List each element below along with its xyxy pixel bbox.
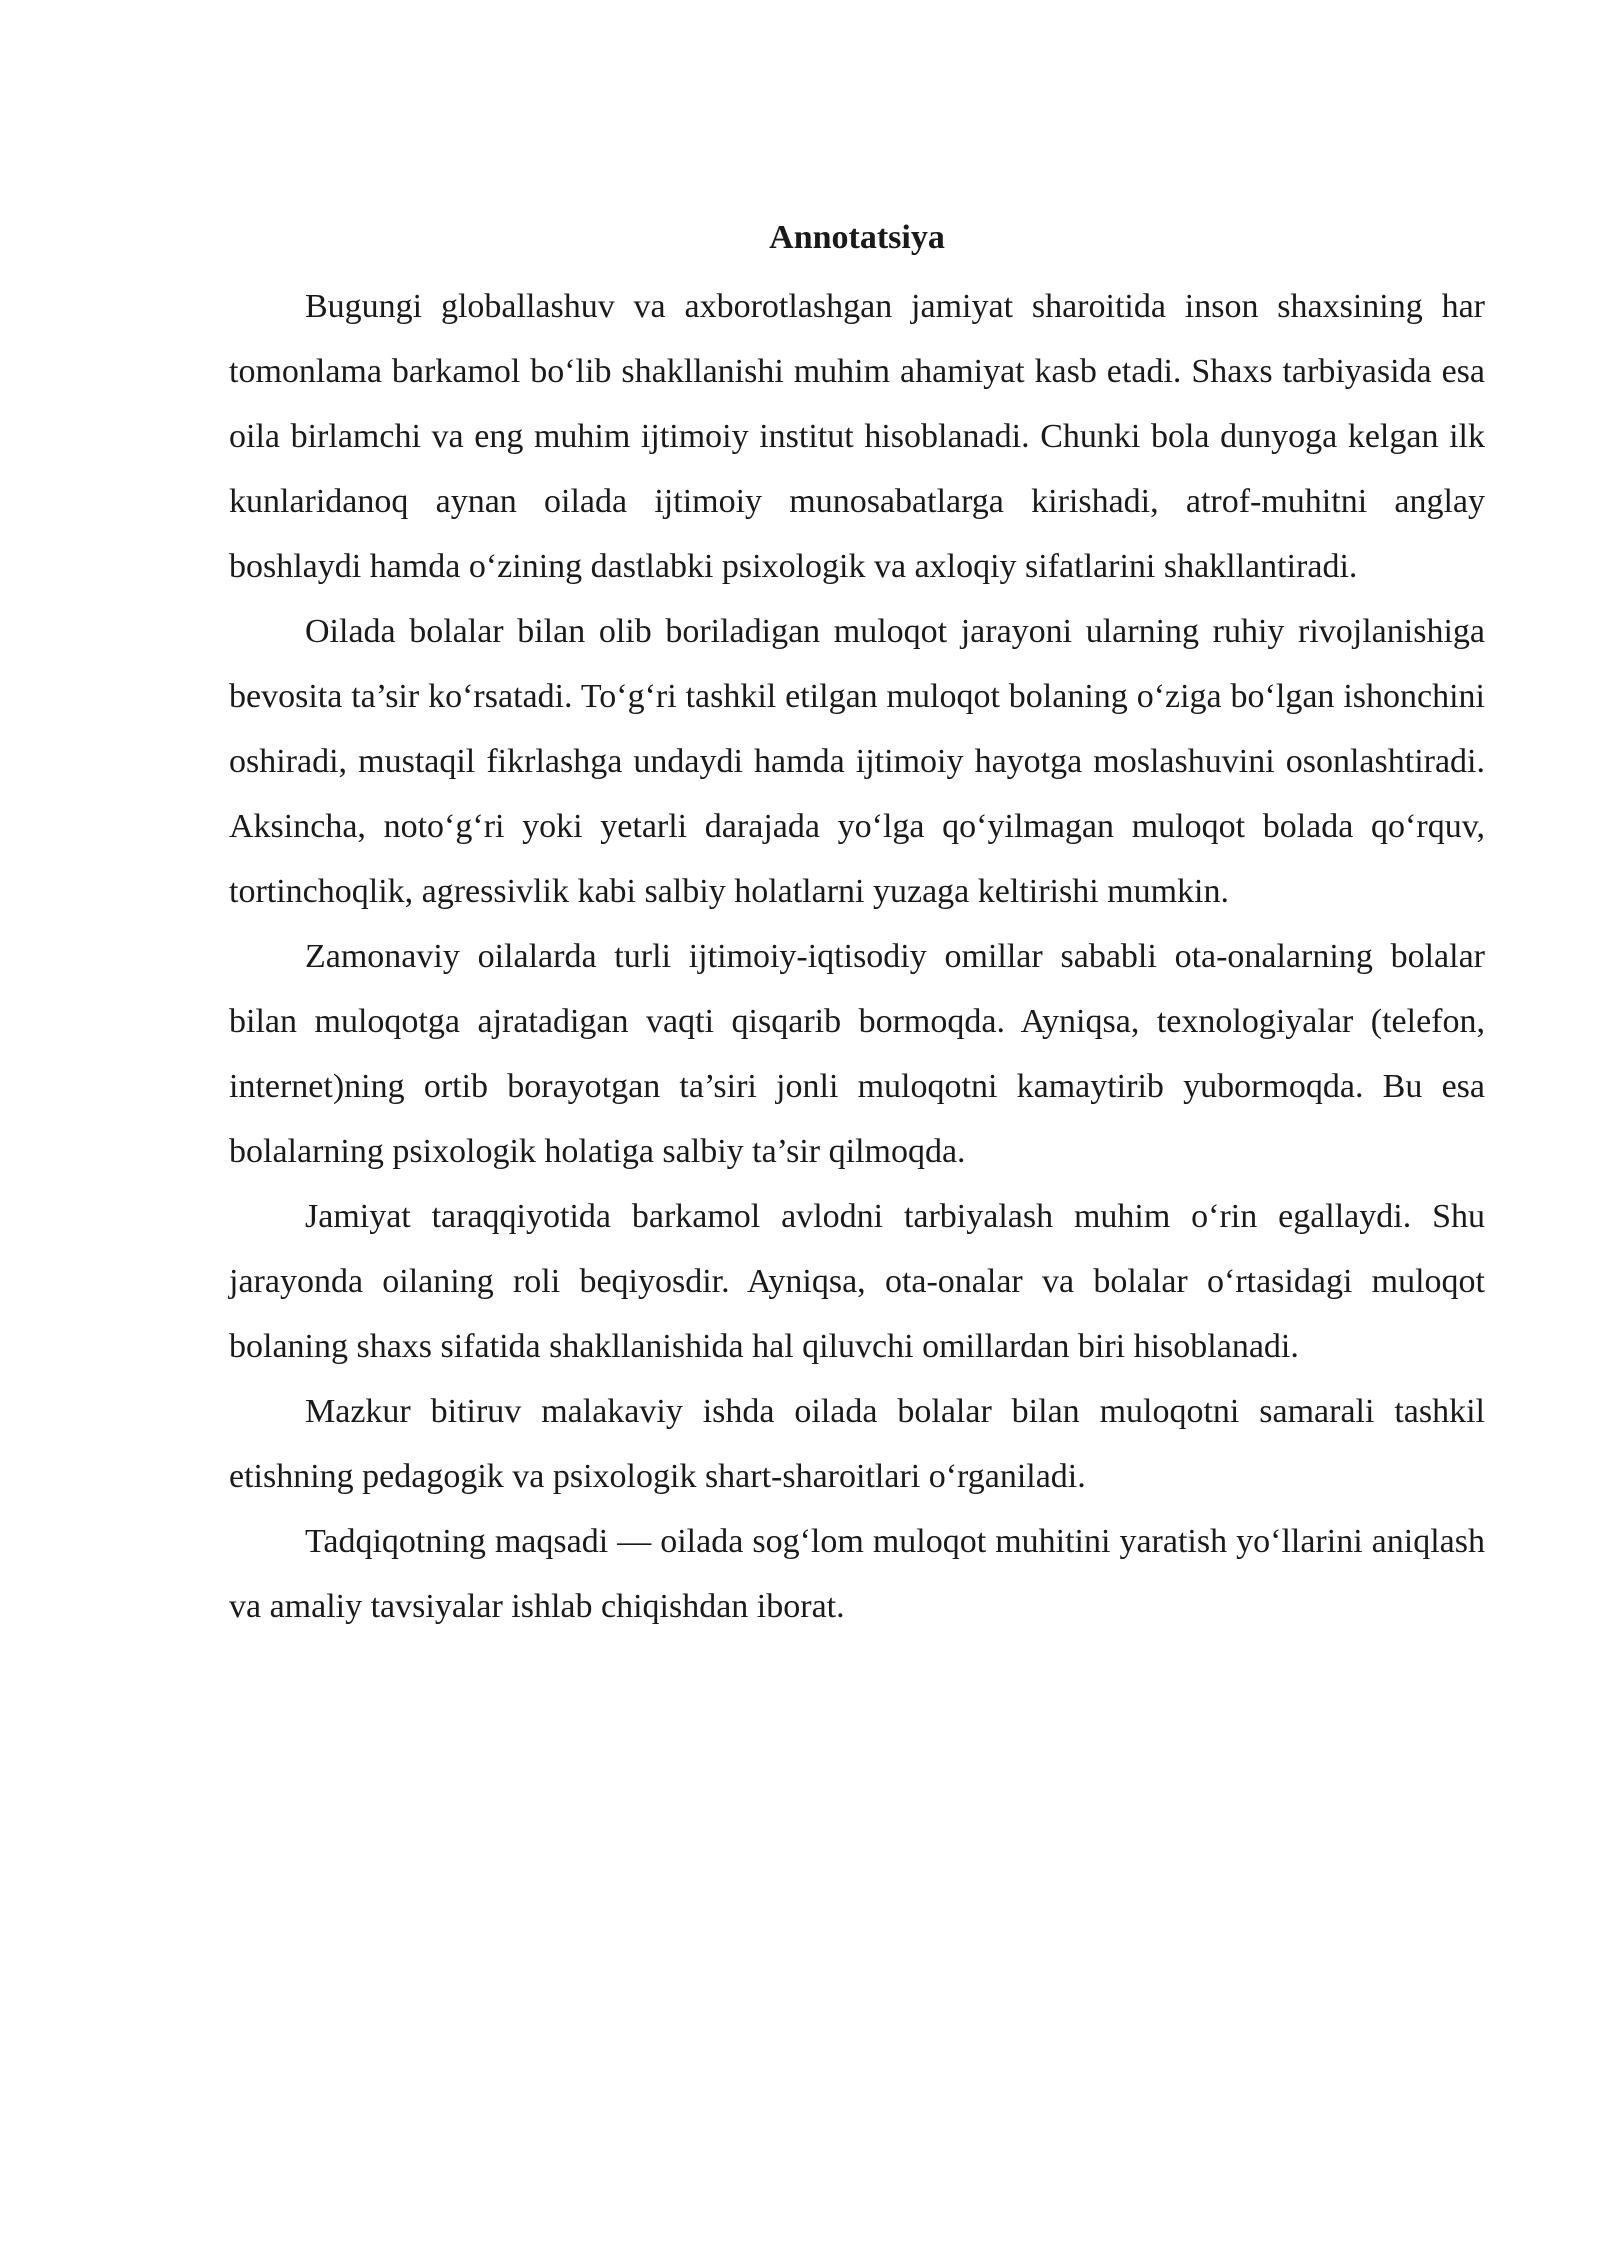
document-title: Annotatsiya: [769, 219, 945, 256]
paragraph-4: Jamiyat taraqqiyotida barkamol avlodni tarbiyalash muhim o‘rin egallaydi. Shu jarayonda oilaning roli beqiyosdir. Ayniqsa, ota-onalar va bolalar o‘rtasidagi muloqot bolaning shaxs sifatida shakllanishida hal qiluvchi omillardan biri hisoblanadi.: [229, 1198, 1485, 1365]
paragraph-6: Tadqiqotning maqsadi — oilada sog‘lom muloqot muhitini yaratish yo‘llarini aniqlash va amaliy tavsiyalar ishlab chiqishdan iborat.: [229, 1523, 1485, 1625]
document-body: [229, 212, 1485, 1639]
paragraph-1: Bugungi globallashuv va axborotlashgan jamiyat sharoitida inson shaxsining har tomonlama barkamol bo‘lib shakllanishi muhim ahamiyat kasb etadi. Shaxs tarbiyasida esa oila birlamchi va eng muhim ijtimoiy institut hisoblanadi. Chunki bola dunyoga kelgan ilk kunlaridanoq aynan oilada ijtimoiy munosabatlarga kirishadi, atrof-muhitni anglay boshlaydi hamda o‘zining dastlabki psixologik va axloqiy sifatlarini shakllantiradi.: [229, 288, 1485, 585]
paragraph-2: Oilada bolalar bilan olib boriladigan muloqot jarayoni ularning ruhiy rivojlanishiga bevosita ta’sir ko‘rsatadi. To‘g‘ri tashkil etilgan muloqot bolaning o‘ziga bo‘lgan ishonchini oshiradi, mustaqil fikrlashga undaydi hamda ijtimoiy hayotga moslashuvini osonlashtiradi. Aksincha, noto‘g‘ri yoki yetarli darajada yo‘lga qo‘yilmagan muloqot bolada qo‘rquv, tortinchoqlik, agressivlik kabi salbiy holatlarni yuzaga keltirishi mumkin.: [229, 613, 1485, 910]
paragraph-5: Mazkur bitiruv malakaviy ishda oilada bolalar bilan muloqotni samarali tashkil etishning pedagogik va psixologik shart-sharoitlari o‘rganiladi.: [229, 1393, 1485, 1495]
paragraph-3: Zamonaviy oilalarda turli ijtimoiy-iqtisodiy omillar sababli ota-onalarning bolalar bilan muloqotga ajratadigan vaqti qisqarib bormoqda. Ayniqsa, texnologiyalar (telefon, internet)ning ortib borayotgan ta’siri jonli muloqotni kamaytirib yubormoqda. Bu esa bolalarning psixologik holatiga salbiy ta’sir qilmoqda.: [229, 938, 1485, 1170]
